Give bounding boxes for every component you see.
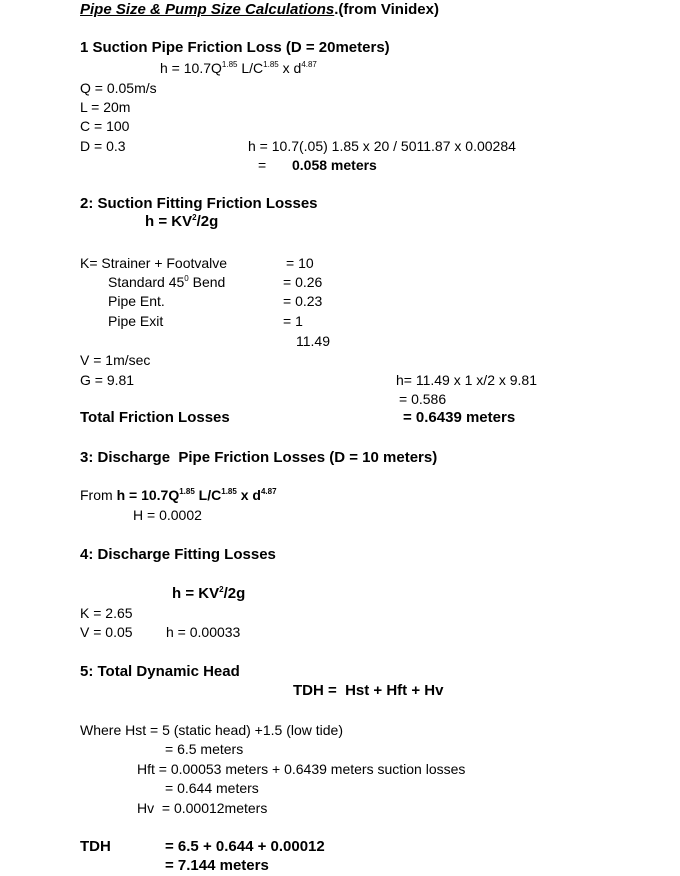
section-2-calculation: h= 11.49 x 1 x/2 x 9.81 [396, 372, 538, 388]
discharge-velocity-value: V = 0.05 [80, 624, 133, 640]
pipe-entrance-label: Pipe Ent. [108, 293, 165, 309]
section-1-result: 0.058 meters [292, 157, 377, 173]
section-1-heading: 1 Suction Pipe Friction Loss (D = 20meters) [80, 39, 390, 56]
section-1-calculation: h = 10.7(.05) 1.85 x 20 / 5011.87 x 0.00284 [248, 138, 516, 154]
fitting-loss-formula: $h = KV^2/2g$ [145, 213, 219, 230]
document-title [80, 2, 439, 18]
tdh-formula: TDH = Hst + Hft + Hv [293, 682, 444, 699]
section-2-heading: 2: Suction Fitting Friction Losses [80, 195, 318, 212]
k-sum: 11.49 [296, 333, 330, 349]
friction-head-result: = 0.644 meters [165, 780, 259, 796]
k-strainer-value: = 10 [286, 255, 314, 271]
static-head-line: Where Hst = 5 (static head) +1.5 (low tide) [80, 722, 343, 738]
tdh-result: = 7.144 meters [165, 857, 269, 874]
discharge-k-value: K = 2.65 [80, 605, 133, 621]
bend-label: Standard $45^0$ Bend [108, 274, 226, 290]
pipe-exit-value: = 1 [283, 313, 303, 329]
tdh-label: TDH [80, 838, 111, 855]
hazen-williams-formula: $h = 10.7Q^{1.85}$ $L/C^{1.85}$ x $d^{4.87}$ [160, 60, 317, 76]
diameter-value: D = 0.3 [80, 138, 126, 154]
equals-sign: = [258, 157, 267, 173]
pipe-entrance-value: = 0.23 [283, 293, 323, 309]
bend-value: = 0.26 [283, 274, 323, 290]
discharge-formula: From $h = 10.7Q^{1.85}$ $L/C^{1.85}$ x $d^{4.87}$ [80, 487, 277, 503]
title-main: Pipe Size & Pump Size Calculations [80, 1, 335, 18]
pipe-exit-label: Pipe Exit [108, 313, 164, 329]
gravity-value: G = 9.81 [80, 372, 135, 388]
discharge-fitting-head: h = 0.00033 [166, 624, 241, 640]
title-source: .(from Vinidex) [334, 1, 439, 18]
k-strainer-label: K= Strainer + Footvalve [80, 255, 228, 271]
total-friction-label: Total Friction Losses [80, 409, 230, 426]
velocity-value: V = 1m/sec [80, 352, 151, 368]
tdh-sum: = 6.5 + 0.644 + 0.00012 [165, 838, 325, 855]
discharge-head-value: H = 0.0002 [133, 507, 202, 523]
section-2-calc-result: = 0.586 [399, 391, 447, 407]
section-4-heading: 4: Discharge Fitting Losses [80, 546, 276, 563]
total-friction-value: = 0.6439 meters [403, 409, 516, 426]
section-5-heading: 5: Total Dynamic Head [80, 663, 240, 680]
c-value: C = 100 [80, 118, 130, 134]
discharge-fitting-formula: $h = KV^2/2g$ [172, 585, 246, 602]
section-3-heading: 3: Discharge Pipe Friction Losses (D = 10 meters) [80, 449, 438, 466]
friction-head-line: Hft = 0.00053 meters + 0.6439 meters suction losses [137, 761, 466, 777]
length-value: L = 20m [80, 99, 131, 115]
flow-value: Q = 0.05m/s [80, 80, 157, 96]
static-head-result: = 6.5 meters [165, 741, 244, 757]
velocity-head-line: Hv = 0.00012meters [137, 800, 268, 816]
